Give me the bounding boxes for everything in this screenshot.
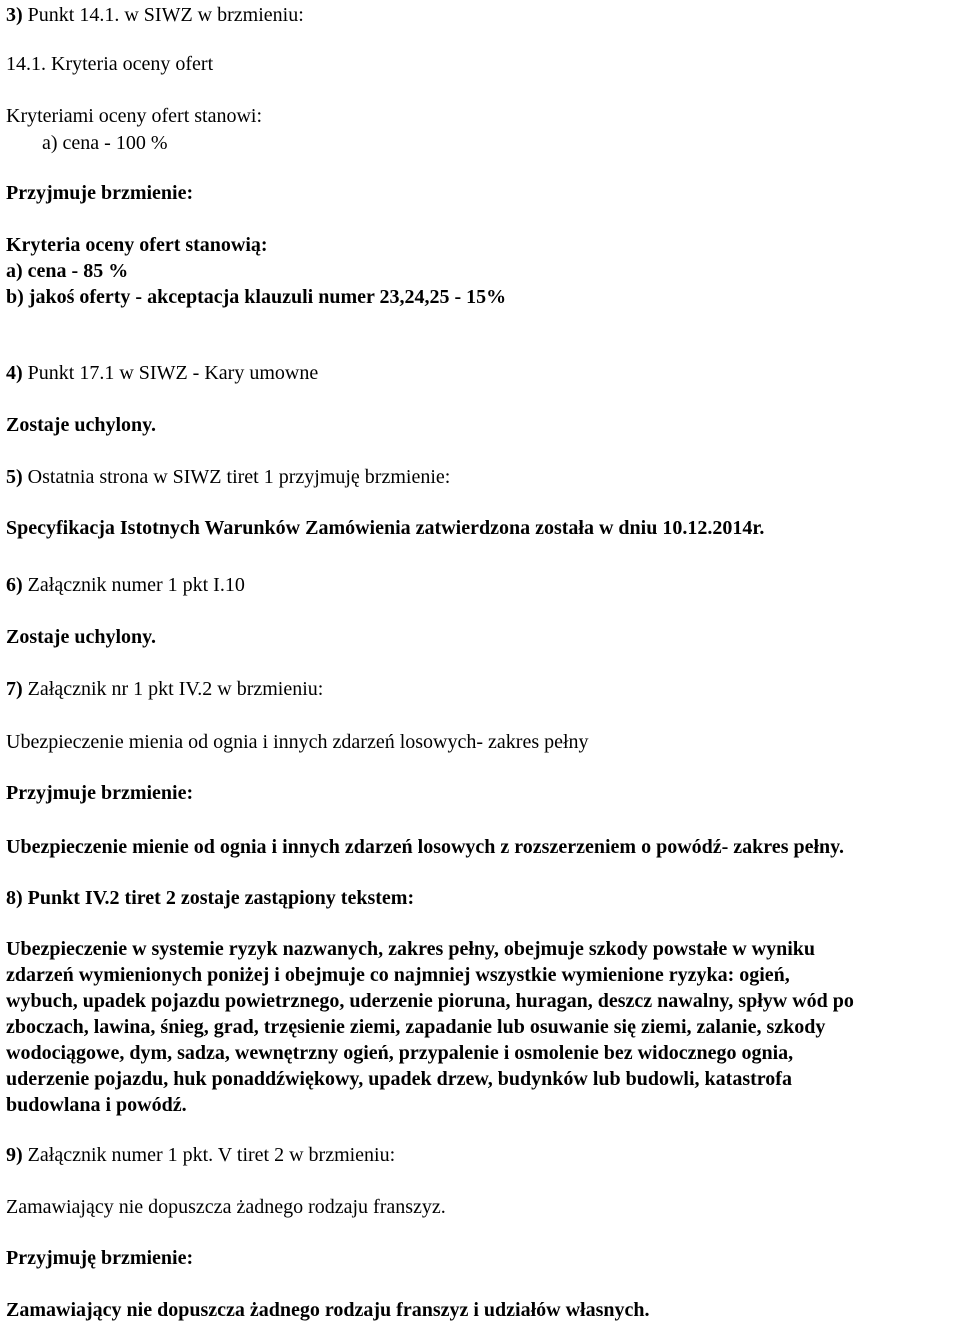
- paragraph-line: wybuch, upadek pojazdu powietrznego, uderzenie pioruna, huragan, deszcz nawalny, spływ wód po: [6, 990, 854, 1012]
- section-9-heading: [6, 1142, 395, 1168]
- section-5-heading: [6, 464, 450, 490]
- section-title: Ostatnia strona w SIWZ tiret 1 przyjmuję brzmienie:: [22, 466, 451, 488]
- section-3-subheading: 14.1. Kryteria oceny ofert: [6, 53, 214, 75]
- section-6-heading: [6, 572, 245, 598]
- section-7-new-text: Ubezpieczenie mienie od ognia i innych zdarzeń losowych z rozszerzeniem o powódź- zakres pełny.: [6, 836, 845, 858]
- section-8-heading: 8) Punkt IV.2 tiret 2 zostaje zastąpiony tekstem:: [6, 887, 415, 909]
- section-number: 3): [6, 4, 23, 26]
- section-7-accept-label: Przyjmuje brzmienie:: [6, 782, 194, 804]
- section-title: Załącznik nr 1 pkt IV.2 w brzmieniu:: [22, 678, 324, 700]
- section-title: Punkt 14.1. w SIWZ w brzmieniu:: [22, 4, 304, 26]
- section-3-intro: Kryteriami oceny ofert stanowi:: [6, 105, 263, 127]
- section-title: Załącznik numer 1 pkt. V tiret 2 w brzmieniu:: [22, 1144, 396, 1166]
- section-6-status: Zostaje uchylony.: [6, 626, 157, 648]
- section-3-heading: [6, 2, 304, 28]
- section-number: 7): [6, 678, 23, 700]
- section-9-accept-label: Przyjmuję brzmienie:: [6, 1247, 194, 1269]
- section-3-item-a: a) cena - 100 %: [42, 132, 168, 154]
- paragraph-line: zboczach, lawina, śnieg, grad, trzęsienie ziemi, zapadanie lub osuwanie się ziemi, zalanie, szkody: [6, 1016, 826, 1038]
- section-4-status: Zostaje uchylony.: [6, 414, 157, 436]
- section-title: Punkt 17.1 w SIWZ - Kary umowne: [22, 362, 319, 384]
- section-9-old-text: Zamawiający nie dopuszcza żadnego rodzaju franszyz.: [6, 1196, 446, 1218]
- section-number: 5): [6, 466, 23, 488]
- section-5-body: Specyfikacja Istotnych Warunków Zamówienia zatwierdzona została w dniu 10.12.2014r.: [6, 517, 765, 539]
- section-3-new-intro: Kryteria oceny ofert stanowią:: [6, 234, 268, 256]
- section-7-old-text: Ubezpieczenie mienia od ognia i innych zdarzeń losowych- zakres pełny: [6, 731, 589, 753]
- paragraph-line: zdarzeń wymienionych poniżej i obejmuje co najmniej wszystkie wymienione ryzyka: ogień,: [6, 964, 790, 986]
- paragraph-line: Ubezpieczenie w systemie ryzyk nazwanych, zakres pełny, obejmuje szkody powstałe w wyniku: [6, 938, 816, 960]
- section-number: 9): [6, 1144, 23, 1166]
- section-8-paragraph: [6, 936, 958, 1118]
- section-number: 6): [6, 574, 23, 596]
- section-3-new-item-b: b) jakoś oferty - akceptacja klauzuli numer 23,24,25 - 15%: [6, 286, 507, 308]
- section-3-accept-label: Przyjmuje brzmienie:: [6, 182, 194, 204]
- section-3-new-item-a: a) cena - 85 %: [6, 260, 129, 282]
- section-title: Załącznik numer 1 pkt I.10: [22, 574, 245, 596]
- section-4-heading: [6, 360, 318, 386]
- paragraph-line: budowlana i powódź.: [6, 1094, 187, 1116]
- paragraph-line: wodociągowe, dym, sadza, wewnętrzny ogień, przypalenie i osmolenie bez widocznego ognia,: [6, 1042, 794, 1064]
- paragraph-line: uderzenie pojazdu, huk ponaddźwiękowy, upadek drzew, budynków lub budowli, katastrofa: [6, 1068, 792, 1090]
- section-9-new-text: Zamawiający nie dopuszcza żadnego rodzaju franszyz i udziałów własnych.: [6, 1299, 650, 1321]
- section-number: 4): [6, 362, 23, 384]
- section-7-heading: [6, 676, 323, 702]
